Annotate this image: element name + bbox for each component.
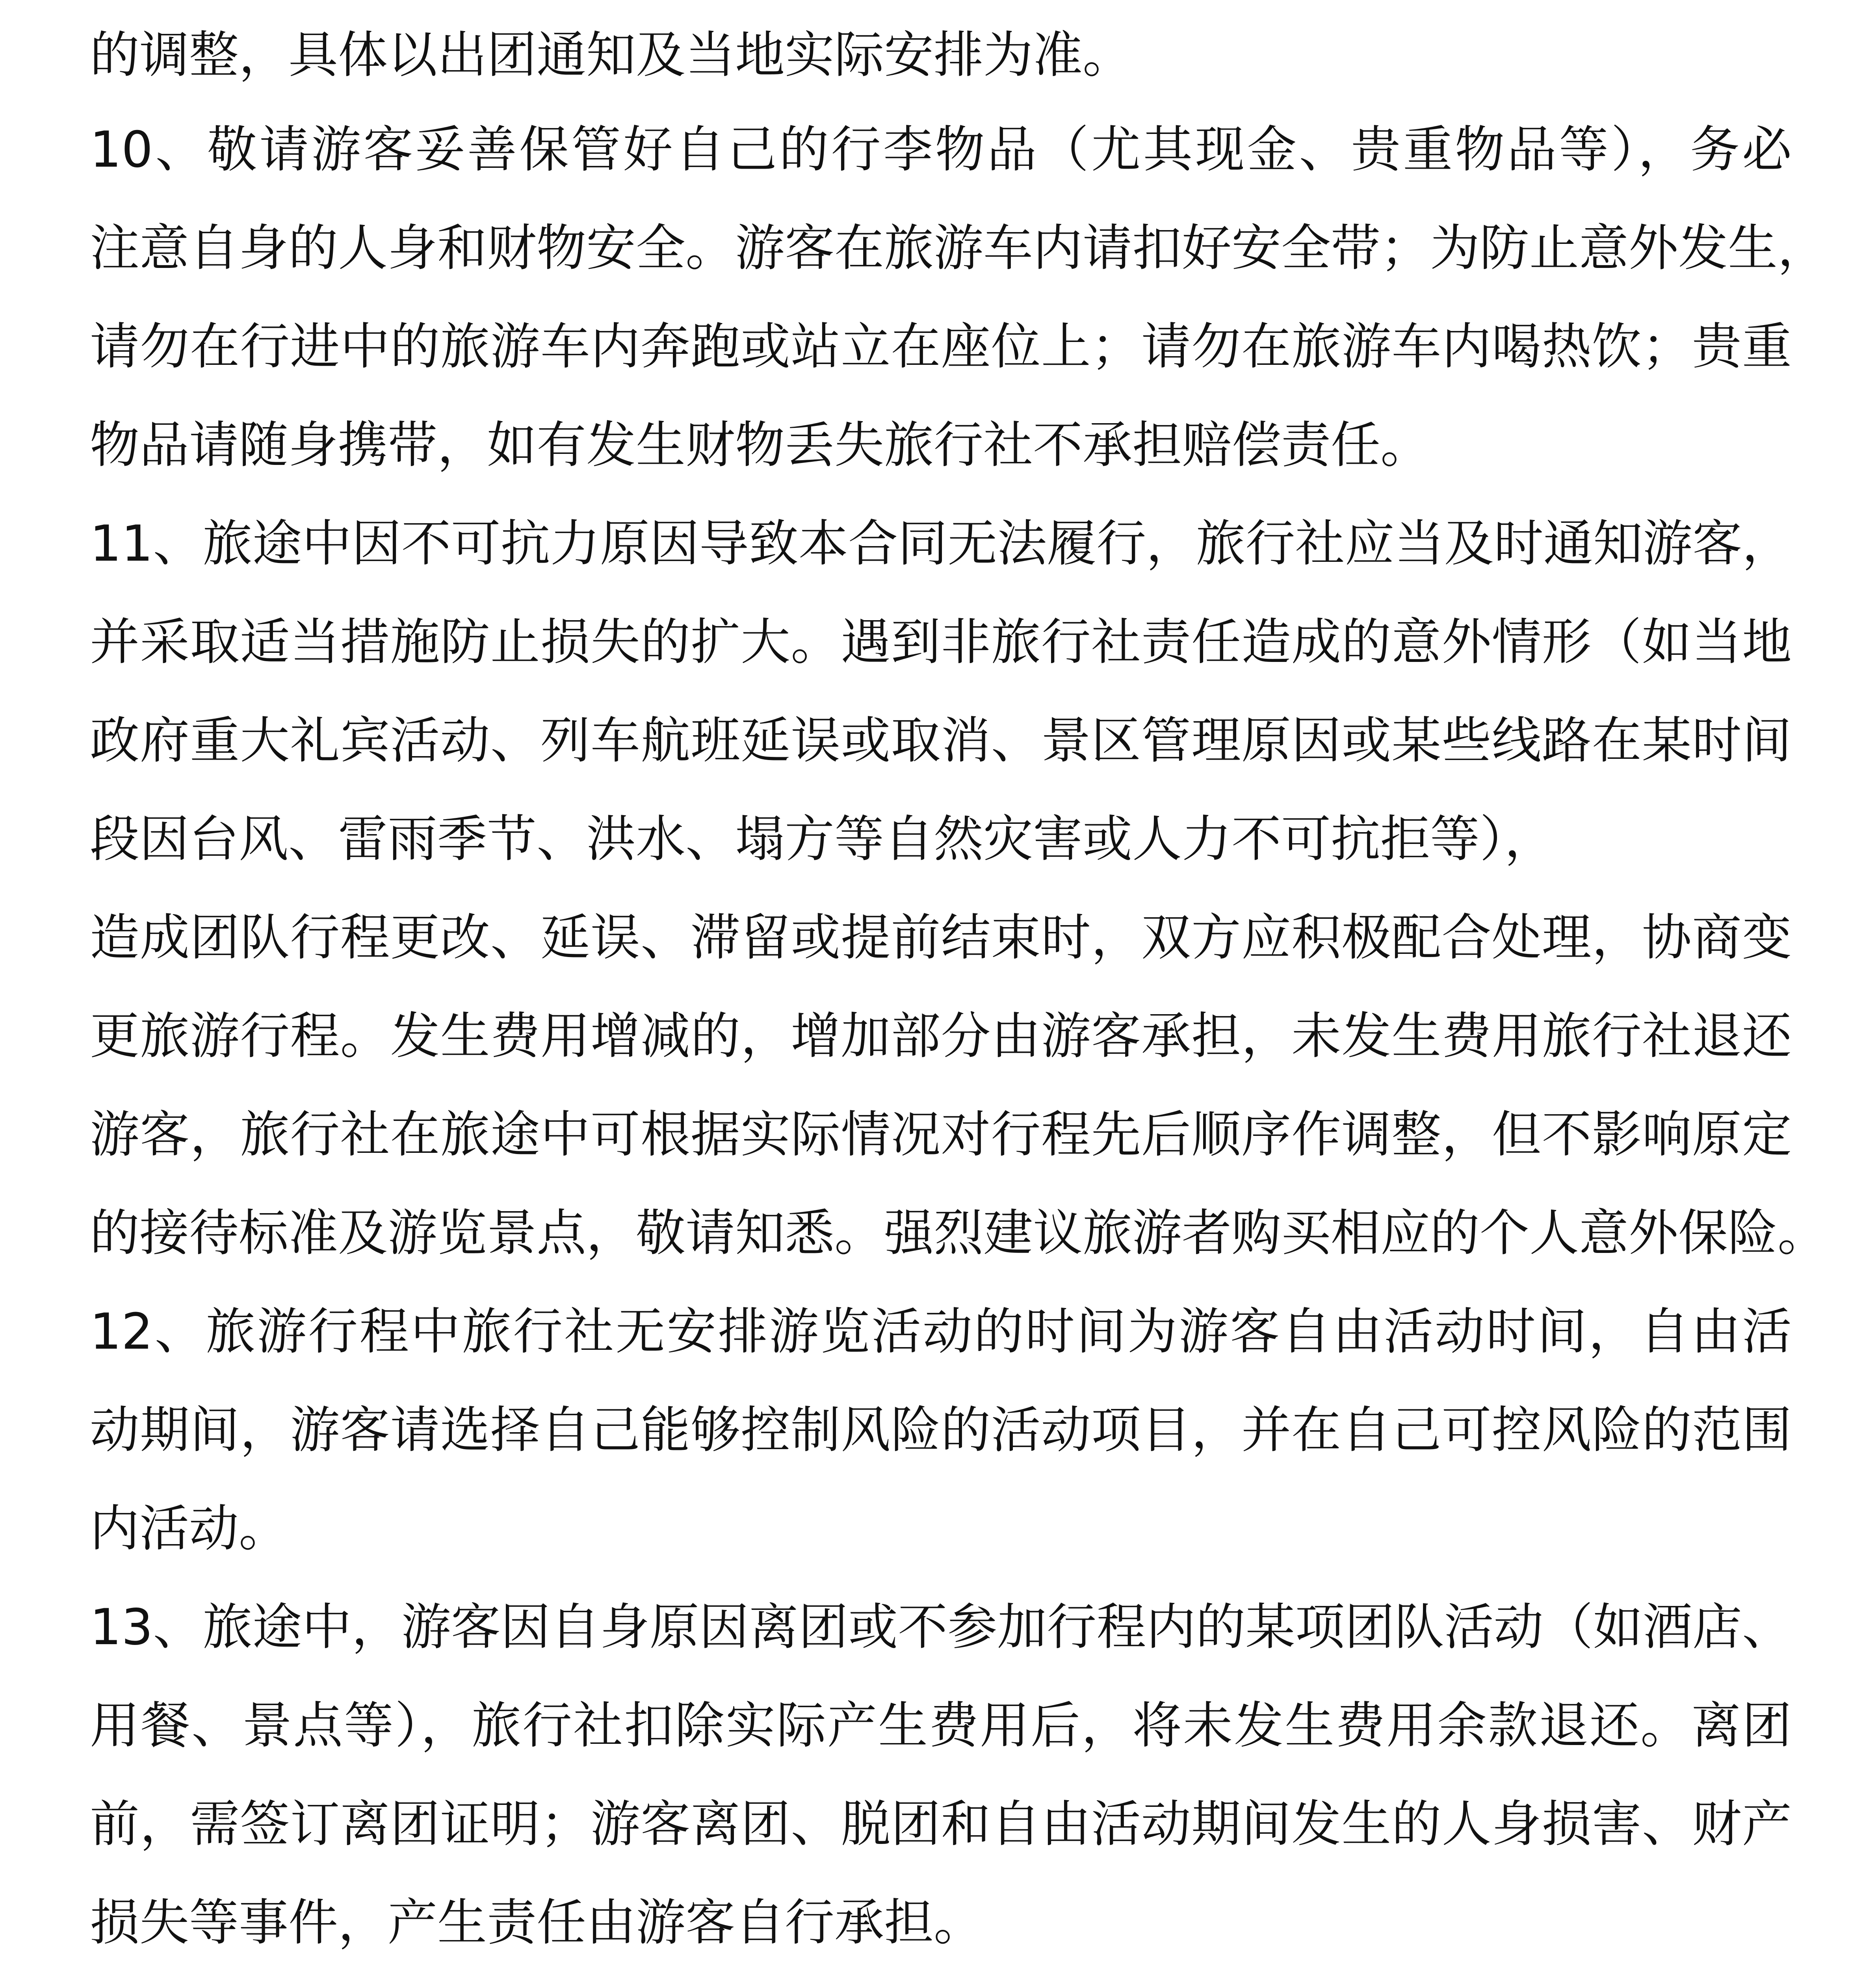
text-line: 请勿在行进中的旅游车内奔跑或站立在座位上；请勿在旅游车内喝热饮；贵重 [90, 318, 1792, 375]
text-line: 内活动。 [90, 1500, 288, 1557]
text-line: 物品请随身携带，如有发生财物丢失旅行社不承担赔偿责任。 [90, 416, 1430, 474]
text-line: 造成团队行程更改、延误、滞留或提前结束时，双方应积极配合处理，协商变 [90, 909, 1792, 966]
text-line: 政府重大礼宾活动、列车航班延误或取消、景区管理原因或某些线路在某时间 [90, 712, 1792, 769]
text-line: 12、旅游行程中旅行社无安排游览活动的时间为游客自由活动时间，自由活 [90, 1303, 1792, 1360]
text-line: 损失等事件，产生责任由游客自行承担。 [90, 1894, 983, 1951]
text-line: 的调整，具体以出团通知及当地实际安排为准。 [90, 26, 1132, 84]
text-line: 更旅游行程。发生费用增减的，增加部分由游客承担，未发生费用旅行社退还 [90, 1007, 1792, 1065]
text-line: 的接待标准及游览景点，敬请知悉。强烈建议旅游者购买相应的个人意外保险。 [90, 1204, 1827, 1262]
text-line: 10、敬请游客妥善保管好自己的行李物品（尤其现金、贵重物品等），务必 [90, 121, 1792, 178]
text-line: 注意自身的人身和财物安全。游客在旅游车内请扣好安全带；为防止意外发生， [90, 219, 1827, 277]
text-line: 游客，旅行社在旅途中可根据实际情况对行程先后顺序作调整，但不影响原定 [90, 1106, 1792, 1163]
text-line: 段因台风、雷雨季节、洪水、塌方等自然灾害或人力不可抗拒等）， [90, 810, 1554, 868]
text-line: 前，需签订离团证明；游客离团、脱团和自由活动期间发生的人身损害、财产 [90, 1795, 1792, 1853]
text-line: 动期间，游客请选择自己能够控制风险的活动项目，并在自己可控风险的范围 [90, 1401, 1792, 1459]
text-line: 11、旅途中因不可抗力原因导致本合同无法履行，旅行社应当及时通知游客， [90, 515, 1792, 572]
text-line: 用餐、景点等），旅行社扣除实际产生费用后，将未发生费用余款退还。离团 [90, 1697, 1792, 1754]
text-line: 并采取适当措施防止损失的扩大。遇到非旅行社责任造成的意外情形（如当地 [90, 613, 1792, 671]
text-line: 13、旅途中，游客因自身原因离团或不参加行程内的某项团队活动（如酒店、 [90, 1598, 1792, 1656]
